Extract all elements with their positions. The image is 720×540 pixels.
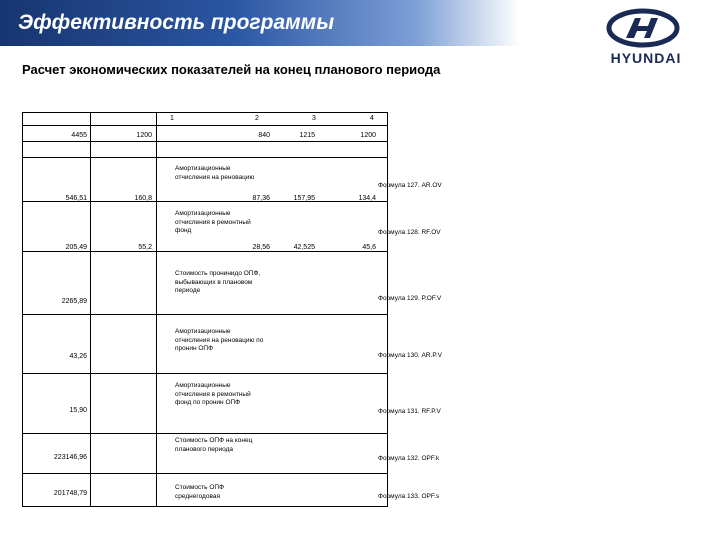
value-cell: 1200 (360, 132, 376, 139)
column-header-2: 2 (255, 115, 259, 122)
row-label: Амортизационные отчисления на реновацию (175, 165, 255, 181)
value-cell: 42,525 (293, 244, 315, 251)
row-label: Стоимость ОПФ на конец планового периода (175, 437, 253, 453)
formula-label: Формула 133. OPF.s (378, 493, 440, 500)
col-divider (156, 113, 157, 506)
title-bar (0, 0, 520, 46)
page-subtitle: Расчет экономических показателей на конец планового периода (22, 62, 441, 77)
brand-wordmark: HYUNDAI (610, 50, 682, 66)
value-cell: 55,2 (138, 244, 152, 251)
row-divider (22, 373, 388, 374)
calculation-table (22, 112, 388, 507)
value-cell: 223146,96 (53, 454, 87, 461)
column-header-3: 3 (312, 115, 316, 122)
value-cell: 45,6 (362, 244, 376, 251)
value-cell: 157,95 (293, 195, 315, 202)
value-cell: 1200 (136, 132, 152, 139)
value-cell: 546,51 (65, 195, 87, 202)
table-border-right (387, 113, 388, 506)
value-cell: 15,90 (69, 407, 87, 414)
row-label: Амортизационные отчисления на реновацию по пронин ОПФ (175, 328, 264, 352)
formula-label: Формула 128. RF.OV (378, 229, 441, 236)
value-cell: 840 (258, 132, 270, 139)
value-cell: 134,4 (358, 195, 376, 202)
value-cell: 28,56 (252, 244, 270, 251)
row-label: Стоимость ОПФ среднегодовая (175, 484, 225, 500)
row-divider (22, 125, 388, 126)
value-cell: 2265,89 (61, 298, 87, 305)
row-divider (22, 433, 388, 434)
value-cell: 87,36 (252, 195, 270, 202)
row-divider (22, 157, 388, 158)
formula-label: Формула 130. AR.P.V (378, 352, 442, 359)
value-cell: 4455 (71, 132, 87, 139)
value-cell: 43,26 (69, 353, 87, 360)
col-divider (90, 113, 91, 506)
formula-label: Формула 132. OPF.k (378, 455, 440, 462)
value-cell: 201748,79 (53, 490, 87, 497)
formula-label: Формула 127. AR.OV (378, 182, 442, 189)
column-header-4: 4 (370, 115, 374, 122)
row-divider (22, 251, 388, 252)
formula-label: Формула 131. RF.P.V (378, 408, 441, 415)
row-divider (22, 473, 388, 474)
page-title: Эффективность программы (18, 11, 335, 34)
row-label: Амортизационные отчисления в ремонтный фонд по пронин ОПФ (175, 382, 251, 406)
column-header-1: 1 (170, 115, 174, 122)
row-divider (22, 314, 388, 315)
value-cell: 1215 (299, 132, 315, 139)
col-divider (22, 113, 23, 506)
row-label: Стоимость пронинидо ОПФ, выбывающих в плановом периоде (175, 270, 261, 294)
value-cell: 160,8 (134, 195, 152, 202)
value-cell: 205,49 (65, 244, 87, 251)
row-divider (22, 141, 388, 142)
formula-label: Формула 129. P.OF.V (378, 295, 442, 302)
row-label: Амортизационные отчисления в ремонтный фонд (175, 210, 251, 234)
